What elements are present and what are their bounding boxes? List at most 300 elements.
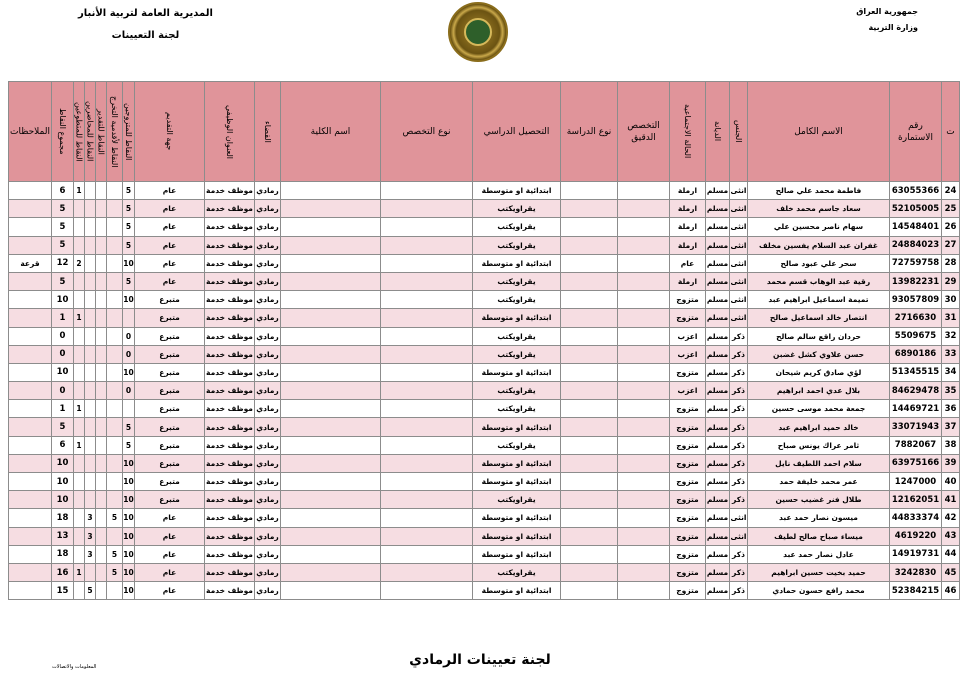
row-education: ابتدائية او متوسطة bbox=[473, 527, 561, 545]
row-pts-volunteer: 1 bbox=[74, 436, 85, 454]
row-gender: ذكر bbox=[730, 363, 748, 381]
row-pts-rank bbox=[96, 309, 107, 327]
row-education: ابتدائية او متوسطة bbox=[473, 582, 561, 600]
row-notes bbox=[9, 327, 52, 345]
row-study-type bbox=[561, 309, 618, 327]
row-gender: انثى bbox=[730, 236, 748, 254]
row-notes: قرعة bbox=[9, 254, 52, 272]
row-form-no: 13982231 bbox=[890, 272, 942, 290]
row-job-title: موظف خدمة bbox=[205, 436, 255, 454]
row-spec-type bbox=[381, 582, 473, 600]
row-pts-rank bbox=[96, 291, 107, 309]
row-total: 5 bbox=[52, 272, 74, 290]
row-pts-married: 5 bbox=[123, 272, 135, 290]
row-marital: متزوج bbox=[670, 436, 706, 454]
row-notes bbox=[9, 509, 52, 527]
row-district: رمادي bbox=[255, 236, 281, 254]
row-pts-rank bbox=[96, 418, 107, 436]
row-marital: متزوج bbox=[670, 473, 706, 491]
row-job-title: موظف خدمة bbox=[205, 327, 255, 345]
row-district: رمادي bbox=[255, 200, 281, 218]
row-pts-married: 10 bbox=[123, 545, 135, 563]
row-seq: 27 bbox=[942, 236, 960, 254]
row-study-type bbox=[561, 363, 618, 381]
row-study-type bbox=[561, 582, 618, 600]
row-seq: 35 bbox=[942, 382, 960, 400]
row-gender: ذكر bbox=[730, 454, 748, 472]
row-pts-married: 10 bbox=[123, 582, 135, 600]
row-notes bbox=[9, 200, 52, 218]
header-left bbox=[78, 3, 213, 47]
row-seq: 30 bbox=[942, 291, 960, 309]
row-education: ابتدائية او متوسطة bbox=[473, 509, 561, 527]
row-specialization bbox=[618, 400, 670, 418]
row-religion: مسلم bbox=[706, 527, 730, 545]
row-spec-type bbox=[381, 527, 473, 545]
row-religion: مسلم bbox=[706, 400, 730, 418]
row-pts-rank bbox=[96, 473, 107, 491]
row-spec-type bbox=[381, 200, 473, 218]
table-row bbox=[9, 509, 960, 527]
row-pts-seniority bbox=[107, 254, 123, 272]
row-pts-volunteer bbox=[74, 363, 85, 381]
row-seq: 32 bbox=[942, 327, 960, 345]
row-gender: انثى bbox=[730, 182, 748, 200]
row-pts-volunteer bbox=[74, 218, 85, 236]
republic-label: جمهورية العراق bbox=[856, 7, 918, 16]
row-full-name: سعاد جاسم محمد خلف bbox=[748, 200, 890, 218]
row-total: 0 bbox=[52, 382, 74, 400]
row-job-title: موظف خدمة bbox=[205, 272, 255, 290]
row-total: 16 bbox=[52, 563, 74, 581]
row-pts-volunteer: 1 bbox=[74, 182, 85, 200]
row-district: رمادي bbox=[255, 382, 281, 400]
row-form-no: 14469721 bbox=[890, 400, 942, 418]
row-job-title: موظف خدمة bbox=[205, 491, 255, 509]
row-pts-volunteer bbox=[74, 491, 85, 509]
row-pts-seniority bbox=[107, 491, 123, 509]
row-total: 12 bbox=[52, 254, 74, 272]
table-row bbox=[9, 345, 960, 363]
row-notes bbox=[9, 272, 52, 290]
ministry-label: وزارة التربية bbox=[868, 23, 918, 32]
row-full-name: عمر محمد خليفة حمد bbox=[748, 473, 890, 491]
row-pts-married: 5 bbox=[123, 436, 135, 454]
row-total: 10 bbox=[52, 473, 74, 491]
row-provider: عام bbox=[135, 527, 205, 545]
appointments-table bbox=[8, 81, 960, 600]
row-marital: اعزب bbox=[670, 382, 706, 400]
row-notes bbox=[9, 363, 52, 381]
row-form-no: 51345515 bbox=[890, 363, 942, 381]
row-seq: 33 bbox=[942, 345, 960, 363]
row-pts-seniority bbox=[107, 291, 123, 309]
row-total: 1 bbox=[52, 309, 74, 327]
row-pts-contract bbox=[85, 309, 96, 327]
row-specialization bbox=[618, 272, 670, 290]
row-marital: ارملة bbox=[670, 200, 706, 218]
row-form-no: 63055366 bbox=[890, 182, 942, 200]
row-pts-contract bbox=[85, 236, 96, 254]
row-job-title: موظف خدمة bbox=[205, 527, 255, 545]
emblem-center-icon bbox=[464, 18, 492, 46]
row-provider: متبرع bbox=[135, 382, 205, 400]
row-study-type bbox=[561, 382, 618, 400]
row-spec-type bbox=[381, 454, 473, 472]
row-seq: 39 bbox=[942, 454, 960, 472]
row-pts-married: 10 bbox=[123, 527, 135, 545]
row-pts-seniority bbox=[107, 200, 123, 218]
row-seq: 38 bbox=[942, 436, 960, 454]
row-college bbox=[281, 527, 381, 545]
row-pts-contract bbox=[85, 436, 96, 454]
col-district: القضاء bbox=[255, 82, 281, 182]
row-pts-married: 10 bbox=[123, 491, 135, 509]
row-pts-volunteer: 1 bbox=[74, 563, 85, 581]
row-pts-seniority bbox=[107, 327, 123, 345]
row-form-no: 72759758 bbox=[890, 254, 942, 272]
row-study-type bbox=[561, 236, 618, 254]
row-total: 13 bbox=[52, 527, 74, 545]
row-gender: انثى bbox=[730, 527, 748, 545]
row-spec-type bbox=[381, 473, 473, 491]
col-gender: الجنس bbox=[730, 82, 748, 182]
row-district: رمادي bbox=[255, 182, 281, 200]
row-pts-contract bbox=[85, 327, 96, 345]
row-notes bbox=[9, 582, 52, 600]
row-pts-volunteer bbox=[74, 582, 85, 600]
row-gender: انثى bbox=[730, 200, 748, 218]
row-job-title: موظف خدمة bbox=[205, 545, 255, 563]
row-specialization bbox=[618, 527, 670, 545]
row-job-title: موظف خدمة bbox=[205, 309, 255, 327]
col-specialization: التخصص الدقيق bbox=[618, 82, 670, 182]
row-pts-married: 10 bbox=[123, 563, 135, 581]
row-full-name: طلال فنر غضيب حسين bbox=[748, 491, 890, 509]
row-gender: ذكر bbox=[730, 491, 748, 509]
row-education: يقراويكتب bbox=[473, 436, 561, 454]
row-gender: انثى bbox=[730, 291, 748, 309]
row-pts-volunteer bbox=[74, 272, 85, 290]
row-provider: متبرع bbox=[135, 291, 205, 309]
row-full-name: ميسون نصار حمد عبد bbox=[748, 509, 890, 527]
row-marital: متزوج bbox=[670, 454, 706, 472]
row-education: يقراويكتب bbox=[473, 236, 561, 254]
row-pts-rank bbox=[96, 545, 107, 563]
row-job-title: موظف خدمة bbox=[205, 418, 255, 436]
row-education: يقراويكتب bbox=[473, 400, 561, 418]
row-pts-married: 5 bbox=[123, 418, 135, 436]
row-pts-contract bbox=[85, 345, 96, 363]
row-specialization bbox=[618, 509, 670, 527]
row-pts-contract bbox=[85, 200, 96, 218]
row-college bbox=[281, 309, 381, 327]
row-pts-seniority bbox=[107, 436, 123, 454]
row-pts-contract: 3 bbox=[85, 509, 96, 527]
row-gender: انثى bbox=[730, 509, 748, 527]
row-provider: عام bbox=[135, 254, 205, 272]
row-full-name: خالد حميد ابراهيم عبد bbox=[748, 418, 890, 436]
row-full-name: عادل نصار حمد عبد bbox=[748, 545, 890, 563]
row-pts-rank bbox=[96, 491, 107, 509]
row-education: ابتدائية او متوسطة bbox=[473, 182, 561, 200]
row-notes bbox=[9, 436, 52, 454]
row-full-name: ثامر عراك يونس صباح bbox=[748, 436, 890, 454]
row-college bbox=[281, 382, 381, 400]
row-form-no: 63975166 bbox=[890, 454, 942, 472]
row-pts-contract: 3 bbox=[85, 527, 96, 545]
row-specialization bbox=[618, 563, 670, 581]
footnote-label: المعلومات والاتصالات bbox=[52, 664, 97, 670]
row-pts-married: 0 bbox=[123, 345, 135, 363]
row-total: 5 bbox=[52, 236, 74, 254]
row-total: 5 bbox=[52, 418, 74, 436]
row-specialization bbox=[618, 454, 670, 472]
row-form-no: 5509675 bbox=[890, 327, 942, 345]
row-college bbox=[281, 491, 381, 509]
row-full-name: لؤي صادق كريم شيحان bbox=[748, 363, 890, 381]
row-total: 6 bbox=[52, 182, 74, 200]
row-study-type bbox=[561, 200, 618, 218]
row-seq: 45 bbox=[942, 563, 960, 581]
row-marital: متزوج bbox=[670, 400, 706, 418]
row-college bbox=[281, 291, 381, 309]
row-study-type bbox=[561, 218, 618, 236]
table-row bbox=[9, 491, 960, 509]
row-specialization bbox=[618, 291, 670, 309]
row-notes bbox=[9, 418, 52, 436]
row-specialization bbox=[618, 582, 670, 600]
row-provider: عام bbox=[135, 509, 205, 527]
table-row bbox=[9, 563, 960, 581]
row-job-title: موظف خدمة bbox=[205, 582, 255, 600]
row-marital: متزوج bbox=[670, 418, 706, 436]
row-district: رمادي bbox=[255, 509, 281, 527]
col-religion: الديانة bbox=[706, 82, 730, 182]
row-spec-type bbox=[381, 382, 473, 400]
row-marital: ارملة bbox=[670, 182, 706, 200]
row-study-type bbox=[561, 491, 618, 509]
row-pts-married: 0 bbox=[123, 382, 135, 400]
row-full-name: جمعة محمد موسى حسين bbox=[748, 400, 890, 418]
row-form-no: 1247000 bbox=[890, 473, 942, 491]
row-full-name: ميساء صباح صالح لطيف bbox=[748, 527, 890, 545]
row-full-name: فاطمة محمد علي صالح bbox=[748, 182, 890, 200]
row-district: رمادي bbox=[255, 272, 281, 290]
row-college bbox=[281, 582, 381, 600]
row-education: يقراويكتب bbox=[473, 491, 561, 509]
row-job-title: موظف خدمة bbox=[205, 563, 255, 581]
row-job-title: موظف خدمة bbox=[205, 200, 255, 218]
row-spec-type bbox=[381, 563, 473, 581]
row-college bbox=[281, 272, 381, 290]
row-college bbox=[281, 545, 381, 563]
row-specialization bbox=[618, 473, 670, 491]
row-pts-volunteer bbox=[74, 345, 85, 363]
row-provider: متبرع bbox=[135, 345, 205, 363]
row-pts-volunteer: 1 bbox=[74, 309, 85, 327]
directorate-label: المديرية العامة لتربية الأنبار bbox=[78, 8, 213, 19]
row-marital: اعزب bbox=[670, 345, 706, 363]
row-job-title: موظف خدمة bbox=[205, 382, 255, 400]
row-form-no: 14548401 bbox=[890, 218, 942, 236]
row-pts-seniority bbox=[107, 182, 123, 200]
row-study-type bbox=[561, 327, 618, 345]
row-full-name: محمد رافع حسون حمادي bbox=[748, 582, 890, 600]
row-full-name: حردان راقع سالم صالح bbox=[748, 327, 890, 345]
row-study-type bbox=[561, 400, 618, 418]
row-provider: متبرع bbox=[135, 309, 205, 327]
row-gender: ذكر bbox=[730, 400, 748, 418]
col-full-name: الاسم الكامل bbox=[748, 82, 890, 182]
row-marital: متزوج bbox=[670, 491, 706, 509]
row-full-name: حميد بخيت حسين ابراهيم bbox=[748, 563, 890, 581]
row-pts-seniority: 5 bbox=[107, 509, 123, 527]
row-specialization bbox=[618, 254, 670, 272]
row-pts-married: 10 bbox=[123, 254, 135, 272]
row-religion: مسلم bbox=[706, 382, 730, 400]
table-header-row bbox=[9, 82, 960, 182]
row-provider: عام bbox=[135, 236, 205, 254]
row-religion: مسلم bbox=[706, 436, 730, 454]
row-district: رمادي bbox=[255, 491, 281, 509]
row-gender: ذكر bbox=[730, 418, 748, 436]
row-seq: 40 bbox=[942, 473, 960, 491]
row-college bbox=[281, 363, 381, 381]
row-pts-volunteer bbox=[74, 473, 85, 491]
row-education: يقراويكتب bbox=[473, 200, 561, 218]
row-study-type bbox=[561, 291, 618, 309]
col-form-no: رقم الاستمارة bbox=[890, 82, 942, 182]
row-pts-rank bbox=[96, 272, 107, 290]
col-study-type: نوع الدراسة bbox=[561, 82, 618, 182]
row-notes bbox=[9, 527, 52, 545]
row-study-type bbox=[561, 345, 618, 363]
row-total: 10 bbox=[52, 491, 74, 509]
row-marital: متزوج bbox=[670, 309, 706, 327]
row-gender: ذكر bbox=[730, 382, 748, 400]
row-college bbox=[281, 418, 381, 436]
row-seq: 29 bbox=[942, 272, 960, 290]
row-provider: عام bbox=[135, 563, 205, 581]
row-specialization bbox=[618, 436, 670, 454]
row-seq: 37 bbox=[942, 418, 960, 436]
row-college bbox=[281, 509, 381, 527]
row-marital: متزوج bbox=[670, 363, 706, 381]
row-district: رمادي bbox=[255, 327, 281, 345]
row-pts-volunteer bbox=[74, 454, 85, 472]
row-pts-volunteer bbox=[74, 382, 85, 400]
row-spec-type bbox=[381, 327, 473, 345]
row-job-title: موظف خدمة bbox=[205, 236, 255, 254]
row-pts-volunteer: 2 bbox=[74, 254, 85, 272]
row-job-title: موظف خدمة bbox=[205, 473, 255, 491]
row-pts-seniority bbox=[107, 527, 123, 545]
row-provider: عام bbox=[135, 545, 205, 563]
row-pts-married: 10 bbox=[123, 363, 135, 381]
col-pts-married: النقاط للمتزوجين bbox=[123, 82, 135, 182]
row-pts-contract: 3 bbox=[85, 545, 96, 563]
table-row bbox=[9, 272, 960, 290]
row-pts-rank bbox=[96, 382, 107, 400]
row-gender: ذكر bbox=[730, 345, 748, 363]
row-pts-married: 5 bbox=[123, 236, 135, 254]
row-district: رمادي bbox=[255, 418, 281, 436]
row-seq: 46 bbox=[942, 582, 960, 600]
row-full-name: سلام احمد اللطيف نايل bbox=[748, 454, 890, 472]
row-full-name: حسن علاوي كشل غضبن bbox=[748, 345, 890, 363]
row-religion: مسلم bbox=[706, 582, 730, 600]
row-pts-volunteer bbox=[74, 291, 85, 309]
row-gender: انثى bbox=[730, 218, 748, 236]
row-pts-married: 10 bbox=[123, 509, 135, 527]
row-study-type bbox=[561, 418, 618, 436]
row-religion: مسلم bbox=[706, 327, 730, 345]
row-seq: 25 bbox=[942, 200, 960, 218]
row-provider: متبرع bbox=[135, 400, 205, 418]
row-study-type bbox=[561, 509, 618, 527]
row-spec-type bbox=[381, 363, 473, 381]
row-pts-rank bbox=[96, 436, 107, 454]
row-religion: مسلم bbox=[706, 418, 730, 436]
row-provider: عام bbox=[135, 200, 205, 218]
row-job-title: موظف خدمة bbox=[205, 345, 255, 363]
row-district: رمادي bbox=[255, 218, 281, 236]
row-job-title: موظف خدمة bbox=[205, 218, 255, 236]
row-provider: عام bbox=[135, 272, 205, 290]
row-marital: متزوج bbox=[670, 563, 706, 581]
table-row bbox=[9, 218, 960, 236]
row-form-no: 24884023 bbox=[890, 236, 942, 254]
row-marital: ارملة bbox=[670, 236, 706, 254]
row-provider: متبرع bbox=[135, 436, 205, 454]
table-row bbox=[9, 582, 960, 600]
table-row bbox=[9, 200, 960, 218]
row-pts-volunteer bbox=[74, 236, 85, 254]
row-provider: عام bbox=[135, 218, 205, 236]
row-pts-contract bbox=[85, 400, 96, 418]
table-row bbox=[9, 418, 960, 436]
row-study-type bbox=[561, 436, 618, 454]
row-marital: عام bbox=[670, 254, 706, 272]
row-pts-seniority: 5 bbox=[107, 563, 123, 581]
row-specialization bbox=[618, 236, 670, 254]
row-spec-type bbox=[381, 272, 473, 290]
row-district: رمادي bbox=[255, 473, 281, 491]
row-gender: انثى bbox=[730, 254, 748, 272]
row-form-no: 14919731 bbox=[890, 545, 942, 563]
row-full-name: رقية عبد الوهاب قسم محمد bbox=[748, 272, 890, 290]
row-gender: ذكر bbox=[730, 473, 748, 491]
row-study-type bbox=[561, 563, 618, 581]
row-pts-seniority bbox=[107, 345, 123, 363]
row-pts-rank bbox=[96, 400, 107, 418]
row-spec-type bbox=[381, 291, 473, 309]
row-job-title: موظف خدمة bbox=[205, 509, 255, 527]
row-pts-rank bbox=[96, 345, 107, 363]
col-total: مجموع النقاط bbox=[52, 82, 74, 182]
row-pts-married: 5 bbox=[123, 182, 135, 200]
row-district: رمادي bbox=[255, 309, 281, 327]
table-body bbox=[9, 182, 960, 600]
col-education: التحصيل الدراسي bbox=[473, 82, 561, 182]
row-notes bbox=[9, 473, 52, 491]
row-provider: متبرع bbox=[135, 491, 205, 509]
row-gender: ذكر bbox=[730, 563, 748, 581]
signature-title: لجنة تعيينات الرمادي bbox=[409, 652, 551, 668]
row-job-title: موظف خدمة bbox=[205, 363, 255, 381]
row-pts-volunteer bbox=[74, 200, 85, 218]
